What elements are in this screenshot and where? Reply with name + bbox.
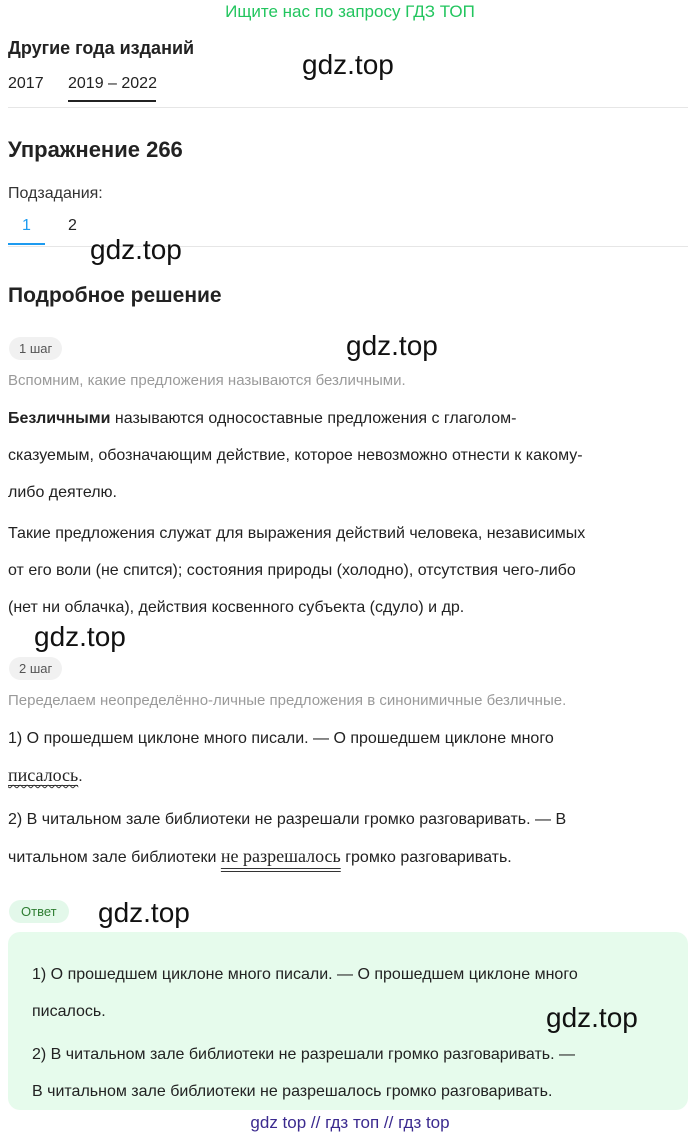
text: 2) В читальном зале библиотеки не разрешали громко разговаривать. — В bbox=[8, 811, 567, 828]
subtasks-label: Подзадания: bbox=[8, 185, 103, 202]
text: от его воли (не спится); состояния природы (холодно), отсутствия чего-либо bbox=[8, 562, 576, 579]
text: 2) В читальном зале библиотеки не разрешали громко разговаривать. — bbox=[32, 1046, 576, 1063]
step-2-badge: 2 шаг bbox=[9, 657, 62, 680]
top-banner-link[interactable]: Ищите нас по запросу ГДЗ ТОП bbox=[225, 2, 475, 21]
edition-year-2017[interactable]: 2017 bbox=[8, 75, 44, 92]
answer-badge: Ответ bbox=[9, 900, 69, 923]
predicate-word: писалось bbox=[8, 765, 79, 785]
text: либо деятелю. bbox=[8, 484, 117, 501]
step-1-examples bbox=[8, 515, 688, 626]
answer-1 bbox=[32, 956, 578, 1030]
text: В читальном зале библиотеки не разрешалось громко разговаривать. bbox=[32, 1083, 553, 1100]
step-1-hint: Вспомним, какие предложения называются безличными. bbox=[8, 372, 406, 389]
exercise-title: Упражнение 266 bbox=[8, 137, 183, 162]
step-2-sentence-1 bbox=[8, 720, 688, 795]
text: называются односоставные предложения с глаголом- bbox=[110, 410, 517, 427]
edition-year-2019-2022[interactable]: 2019 – 2022 bbox=[68, 75, 157, 92]
subtask-active-underline bbox=[8, 243, 45, 245]
watermark: gdz.top bbox=[98, 897, 190, 928]
step-1-definition bbox=[8, 400, 688, 511]
subtask-tab-2[interactable]: 2 bbox=[68, 217, 77, 234]
edition-active-underline bbox=[68, 100, 156, 102]
step-2-sentence-2 bbox=[8, 801, 688, 876]
editions-title: Другие года изданий bbox=[8, 38, 195, 58]
predicate-phrase: не разрешалось bbox=[220, 846, 341, 866]
watermark: gdz.top bbox=[90, 234, 182, 265]
text: писалось. bbox=[32, 1003, 106, 1020]
text: читальном зале библиотеки bbox=[8, 849, 221, 866]
watermark: gdz.top bbox=[302, 49, 394, 80]
footer-links[interactable]: gdz top // гдз топ // гдз top bbox=[250, 1113, 450, 1132]
watermark: gdz.top bbox=[34, 621, 126, 652]
step-1-badge: 1 шаг bbox=[9, 337, 62, 360]
watermark: gdz.top bbox=[346, 330, 438, 361]
term-bold: Безличными bbox=[8, 410, 111, 427]
divider bbox=[8, 107, 688, 108]
text: . bbox=[78, 768, 83, 785]
text: 1) О прошедшем циклоне много писали. — О прошедшем циклоне много bbox=[32, 966, 578, 983]
text: (нет ни облачка), действия косвенного субъекта (сдуло) и др. bbox=[8, 599, 465, 616]
watermark: gdz.top bbox=[546, 1002, 638, 1033]
solution-title: Подробное решение bbox=[8, 284, 222, 307]
text: сказуемым, обозначающим действие, которое невозможно отнести к какому- bbox=[8, 447, 583, 464]
step-2-hint: Переделаем неопределённо-личные предложения в синонимичные безличные. bbox=[8, 692, 567, 709]
subtask-tab-1[interactable]: 1 bbox=[22, 217, 31, 234]
text: громко разговаривать. bbox=[340, 849, 512, 866]
answer-2 bbox=[32, 1036, 575, 1110]
text: 1) О прошедшем циклоне много писали. — О прошедшем циклоне много bbox=[8, 730, 554, 747]
text: Такие предложения служат для выражения действий человека, независимых bbox=[8, 525, 586, 542]
